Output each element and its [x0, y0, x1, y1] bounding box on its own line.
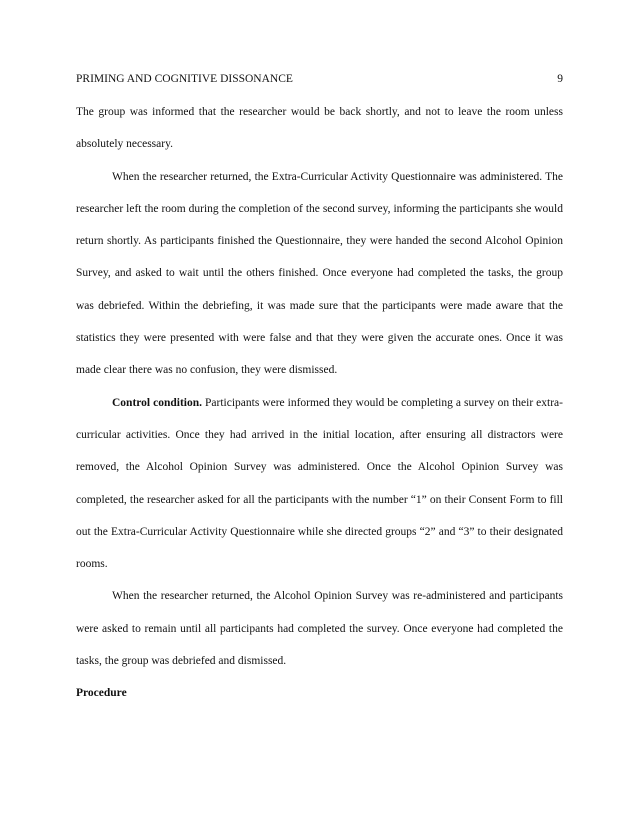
document-page: [76, 0, 563, 826]
section-heading-procedure: Procedure: [76, 687, 127, 700]
paragraph-2: [76, 161, 563, 387]
paragraph-4: [76, 580, 563, 677]
running-head: PRIMING AND COGNITIVE DISSONANCE: [76, 73, 293, 85]
paragraph-control-condition: [76, 387, 563, 581]
run-in-heading-control-condition: Control condition.: [112, 396, 202, 409]
body-text: [76, 96, 563, 710]
paragraph-1-text: The group was informed that the researcher would be back shortly, and not to leave the room unless absolutely necessary.: [76, 106, 563, 151]
paragraph-2-text: When the researcher returned, the Extra-Curricular Activity Questionnaire was administered. The researcher left the room during the completion of the second survey, informing the participants she would return shortly. As participants finished the Questionnaire, they were handed the second Alcohol Opinion Survey, and asked to wait until the others finished. Once everyone had completed the tasks, the group was debriefed. Within the debriefing, it was made sure that the participants were made aware that the statistics they were presented with were false and that they were given the accurate ones. Once it was made clear there was no confusion, they were dismissed.: [76, 170, 563, 377]
paragraph-1: [76, 96, 563, 161]
paragraph-4-text: When the researcher returned, the Alcohol Opinion Survey was re-administered and participants were asked to remain until all participants had completed the survey. Once everyone had completed the tasks, the group was debriefed and dismissed.: [76, 590, 563, 668]
paragraph-3-text: Participants were informed they would be completing a survey on their extra-curricular activities. Once they had arrived in the initial location, after ensuring all distractors were removed, the Alcohol Opinion Survey was administered. Once the Alcohol Opinion Survey was completed, the researcher asked for all the participants with the number “1” on their Consent Form to fill out the Extra-Curricular Activity Questionnaire while she directed groups “2” and “3” to their designated rooms.: [76, 396, 563, 571]
page-number: 9: [557, 73, 563, 85]
